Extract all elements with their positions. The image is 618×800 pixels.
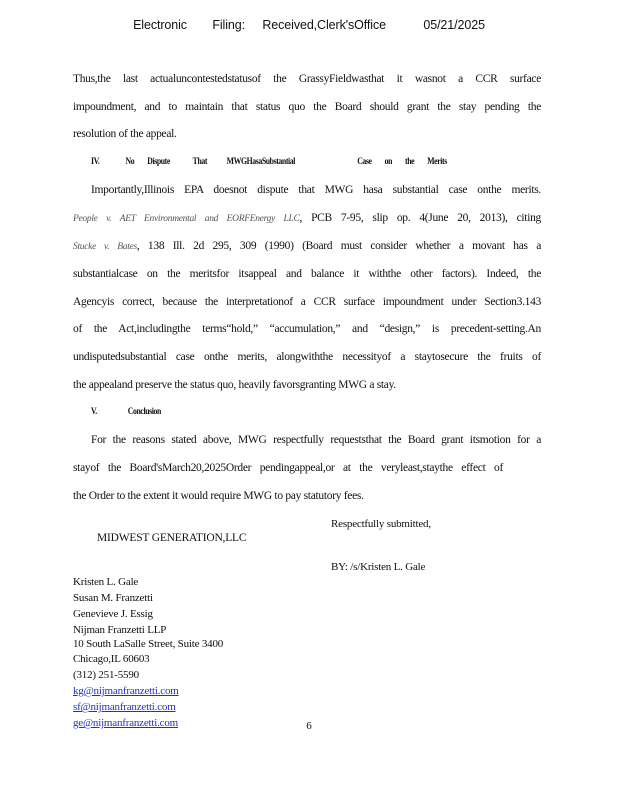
heading-word: No (125, 157, 135, 167)
text-line: impoundment, and to maintain that status quo the Board should grant the stay pending the (73, 101, 541, 113)
party-name: MIDWEST GENERATION,LLC (97, 532, 247, 544)
text-line: the appealand preserve the status quo, heavily favorsgranting MWG a stay. (73, 379, 396, 391)
counsel-address-block (73, 574, 223, 731)
attorney-name: Susan M. Franzetti (73, 592, 153, 604)
header-date: 05/21/2025 (423, 18, 485, 32)
heading-word: MWGHasaSubstantial (226, 157, 296, 167)
attorney-name: Kristen L. Gale (73, 576, 139, 588)
street-address: 10 South LaSalle Street, Suite 3400 (73, 638, 224, 650)
section-heading-v (91, 407, 161, 417)
heading-word: Merits (427, 157, 447, 167)
text-line: stayof the Board'sMarch20,2025Order pendingappeal,or at the veryleast,staythe effect of (73, 462, 503, 474)
heading-word: the (405, 157, 415, 167)
filing-stamp-header (0, 18, 618, 32)
closing-line: Respectfully submitted, (331, 518, 431, 530)
text-line-with-citation (73, 212, 541, 224)
text-line: resolution of the appeal. (73, 128, 177, 140)
heading-word: That (192, 157, 208, 167)
attorney-name: Genevieve J. Essig (73, 608, 153, 620)
text-line: Thus,the last actualuncontestedstatusof the GrassyFieldwasthat it wasnot a CCR surface (73, 73, 541, 85)
heading-number: V. (91, 407, 97, 417)
section-heading-iv (91, 157, 447, 167)
header-filing: Filing: (212, 18, 245, 32)
text-line-with-citation (73, 240, 541, 252)
heading-number: IV. (91, 157, 100, 167)
header-received: Received,Clerk'sOffice (262, 18, 386, 32)
email-link[interactable]: kg@nijmanfranzetti.com (73, 685, 179, 697)
signature-line: BY: /s/Kristen L. Gale (331, 561, 426, 573)
page-number: 6 (306, 720, 312, 732)
text-line: undisputedsubstantial case onthe merits, alongwiththe necessityof a staytosecure the fruits of (73, 351, 541, 363)
text-line: the Order to the extent it would require MWG to pay statutory fees. (73, 490, 364, 502)
text-line: substantialcase on the meritsfor itsappeal and balance it withthe other factors). Indeed, the (73, 268, 541, 280)
heading-word: Case (357, 157, 372, 167)
heading-word: Dispute (147, 157, 170, 167)
citation-text: , PCB 7-95, slip op. 4(June 20, 2013), citing (299, 212, 541, 224)
phone-number: (312) 251-5590 (73, 669, 139, 681)
email-link[interactable]: sf@nijmanfranzetti.com (73, 701, 176, 713)
heading-title: Conclusion (127, 407, 161, 417)
email-link[interactable]: ge@nijmanfranzetti.com (73, 717, 178, 729)
text-line: of the Act,includingthe terms“hold,” “accumulation,” and “design,” is precedent-setting.An (73, 323, 541, 335)
law-firm-name: Nijman Franzetti LLP (73, 624, 167, 636)
case-citation: Stucke v. Bates (73, 242, 137, 252)
text-line: Importantly,Illinois EPA doesnot dispute that MWG hasa substantial case onthe merits. (91, 184, 541, 196)
case-citation: People v. AET Environmental and EORFEnergy LLC (73, 214, 300, 224)
citation-text: , 138 Ill. 2d 295, 309 (1990) (Board must consider whether a movant has a (136, 240, 541, 252)
text-line: Agencyis correct, because the interpretationof a CCR surface impoundment under Section3.143 (73, 296, 541, 308)
city-state-zip: Chicago,IL 60603 (73, 653, 150, 665)
heading-word: on (384, 157, 393, 167)
text-line: For the reasons stated above, MWG respectfully requeststhat the Board grant itsmotion for a (91, 434, 541, 446)
header-electronic: Electronic (133, 18, 187, 32)
